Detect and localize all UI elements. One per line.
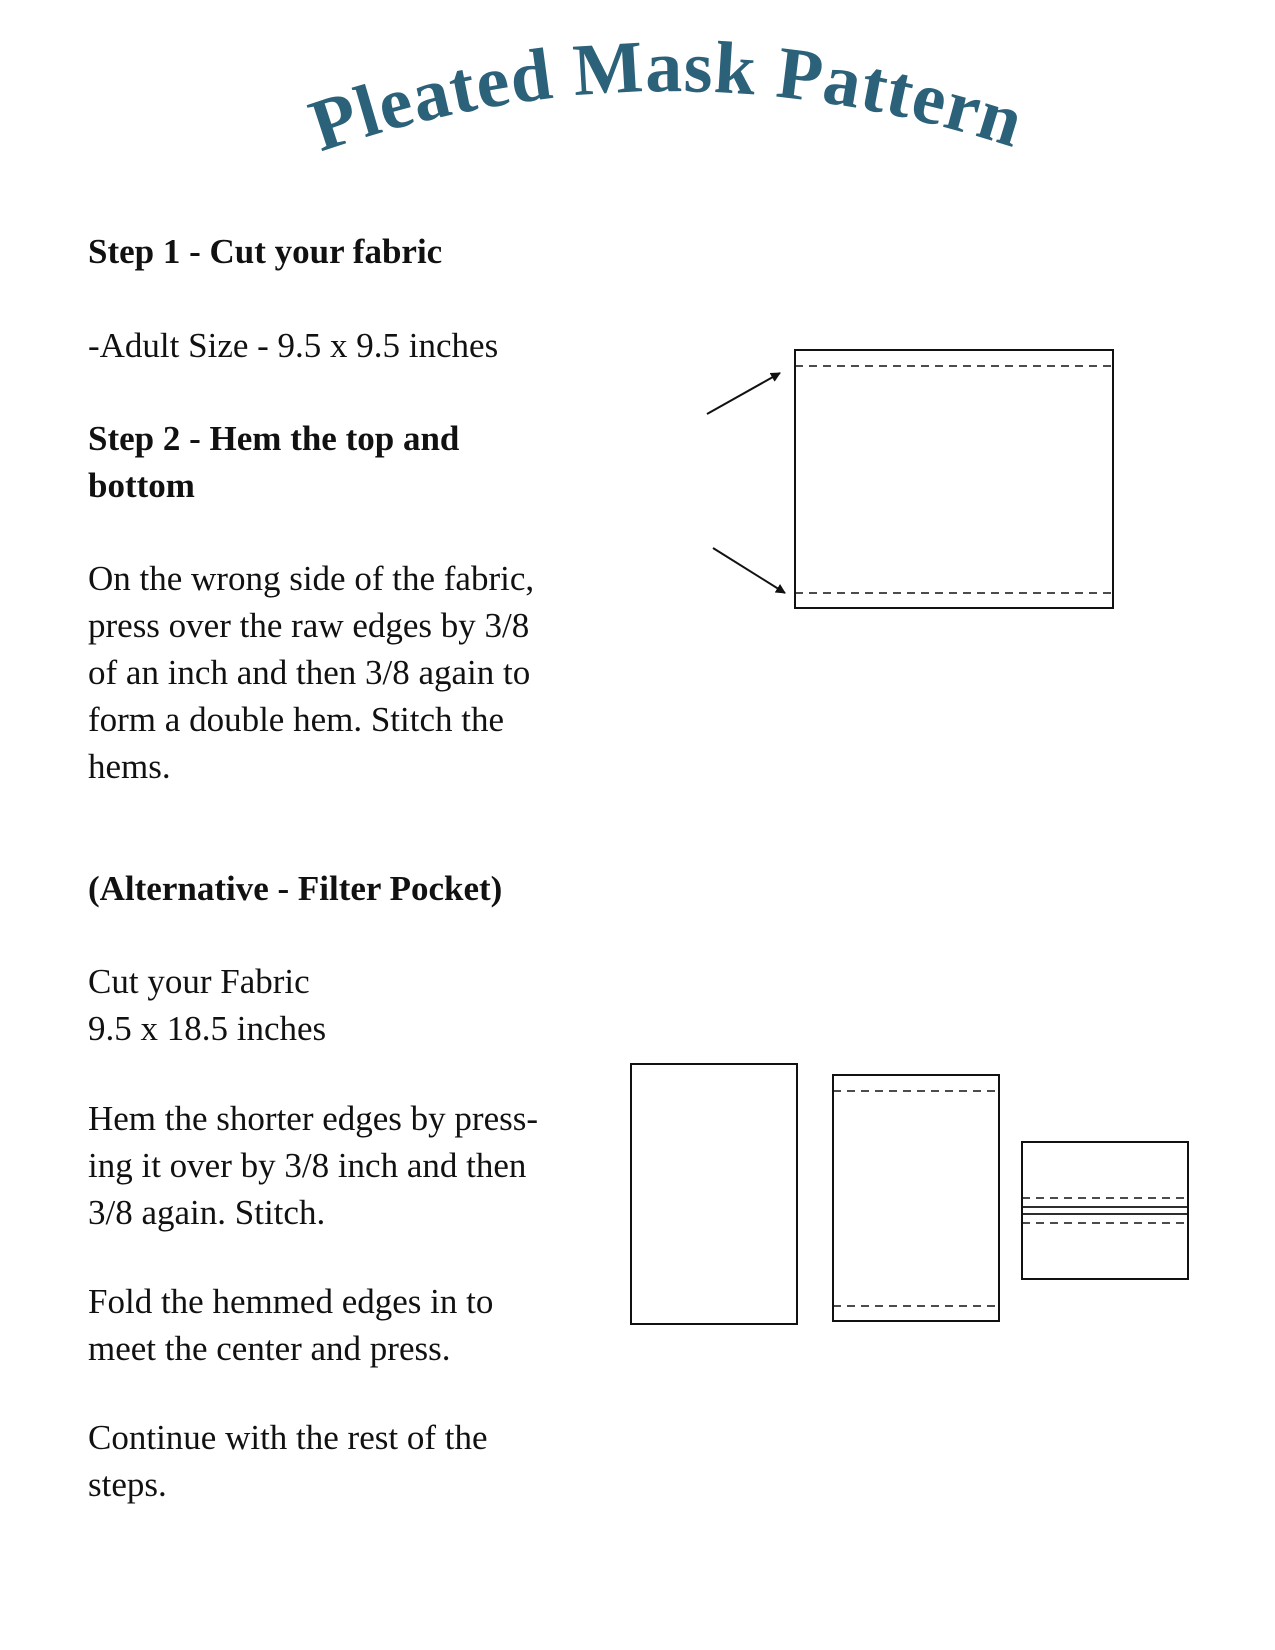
body-line: meet the center and press. [88,1329,451,1368]
body-line: form a double hem. Stitch the [88,700,505,739]
body-line: ing it over by 3/8 inch and then [88,1146,527,1185]
body-line: Continue with the rest of the [88,1418,488,1457]
hem-diagram [707,350,1113,608]
arrow-bottom-icon [713,548,785,593]
body-line: Hem the shorter edges by press- [88,1099,539,1138]
step2-heading-line: bottom [88,466,195,505]
folded-fabric-rect [1022,1142,1188,1279]
pocket-diagram-folded [1022,1142,1188,1279]
body-line: press over the raw edges by 3/8 [88,606,530,645]
body-line: On the wrong side of the fabric, [88,559,535,598]
page-title: Pleated Mask Pattern [300,26,1034,168]
pocket-diagram-hemmed [833,1075,999,1321]
pocket-diagram-cut [631,1064,797,1324]
step1-size: -Adult Size - 9.5 x 9.5 inches [88,326,499,365]
hemmed-fabric-rect [833,1075,999,1321]
body-line: of an inch and then 3/8 again to [88,653,531,692]
arrow-top-icon [707,373,780,414]
alternative-heading: (Alternative - Filter Pocket) [88,869,503,908]
body-line: Fold the hemmed edges in to [88,1282,494,1321]
long-fabric-rect [631,1064,797,1324]
body-line: hems. [88,747,171,786]
body-line: steps. [88,1465,167,1504]
step1-heading: Step 1 - Cut your fabric [88,232,443,271]
fabric-square [795,350,1113,608]
step2-heading-line: Step 2 - Hem the top and [88,419,460,458]
body-line: 9.5 x 18.5 inches [88,1009,327,1048]
body-line: Cut your Fabric [88,962,310,1001]
body-line: 3/8 again. Stitch. [88,1193,326,1232]
